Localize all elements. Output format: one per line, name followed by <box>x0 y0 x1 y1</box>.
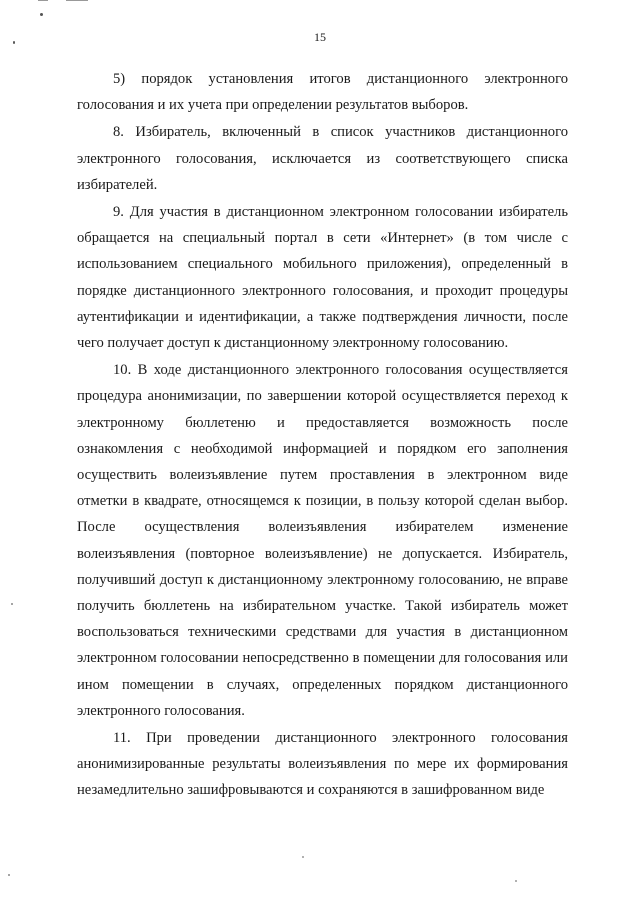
scan-edge-line <box>38 0 48 1</box>
scan-speck <box>515 880 517 882</box>
paragraph: 11. При проведении дистанционного электронного голосования анонимизированные результаты волеизъявления по мере их формирования незамедлительно зашифровываются и сохраняются в зашифрованном виде <box>77 730 568 799</box>
paragraph: 8. Избиратель, включенный в список участников дистанционного электронного голосования, исключается из соответствующего списка избирателей. <box>77 124 568 193</box>
scan-speck <box>8 874 10 876</box>
page-number: 15 <box>314 30 326 44</box>
paragraph: 10. В ходе дистанционного электронного голосования осуществляется процедура анонимизации, по завершении которой осуществляется переход к электронному бюллетеню и предоставляется возможность после ознакомления с необходимой информацией и порядком его заполнения осуществить волеизъявление путем проставления в электронном виде отметки в квадрате, относящемся к позиции, в пользу которой сделан выбор. После осуществления волеизъявления избирателем изменение волеизъявления (повторное волеизъявление) не допускается. Избиратель, получивший доступ к дистанционному электронному голосованию, не вправе получить бюллетень на избирательном участке. Такой избиратель может воспользоваться техническими средствами для участия в дистанционном электронном голосовании непосредственно в помещении для голосования или ином помещении в случаях, определенных порядком дистанционного электронного голосования. <box>77 362 568 719</box>
scan-speck <box>40 13 43 16</box>
scan-speck <box>11 603 13 605</box>
scan-speck <box>302 856 304 858</box>
scan-edge-line <box>66 0 88 1</box>
paragraph: 9. Для участия в дистанционном электронном голосовании избиратель обращается на специальный портал в сети «Интернет» (в том числе с использованием специального мобильного приложения), определенный в порядке дистанционного электронного голосования, и проходит процедуры аутентификации и идентификации, а также подтверждения личности, после чего получает доступ к дистанционному электронному голосованию. <box>77 204 568 352</box>
paragraph: 5) порядок установления итогов дистанционного электронного голосования и их учета при определении результатов выборов. <box>77 71 568 114</box>
body-text <box>77 66 568 805</box>
